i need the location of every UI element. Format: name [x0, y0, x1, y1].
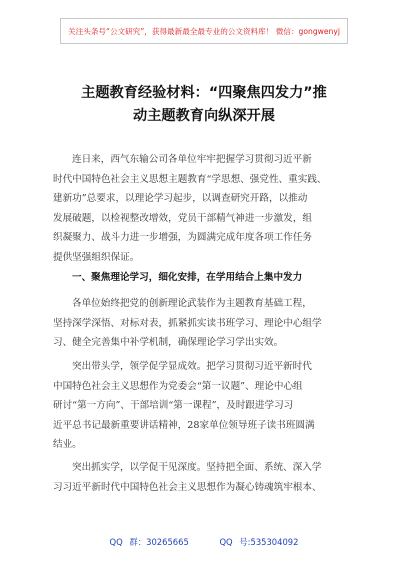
- header-notice-box: [60, 18, 348, 44]
- section1-paragraph-2: [53, 357, 357, 455]
- footer-qq-group: QQ 群：30265665: [109, 537, 189, 547]
- section1-paragraph-3: [53, 458, 357, 497]
- text-line: 坚持深学深悟、对标对表，抓紧抓实读书班学习、理论中心组学: [53, 317, 322, 329]
- document-title: [50, 82, 358, 128]
- text-line: 发展破题，以检视整改增效，党员干部精气神进一步激发，组: [53, 212, 313, 224]
- text-line: 连日来，西气东输公司各单位牢牢把握学习贯彻习近平新: [72, 154, 312, 165]
- section-heading-1: 一、聚焦理论学习，细化安排，在学用结合上集中发力: [72, 272, 303, 283]
- header-notice: 关注头条号“公文研究”，获得最新最全最专业的公文资料库！ 微信：gongwenyj: [68, 26, 340, 36]
- text-line: 研讨“第一方向”、干部培训“第一课程”，及时跟进学习习: [53, 400, 294, 411]
- footer-qq-number: QQ 号:535304092: [219, 537, 299, 547]
- text-line: 提供坚强组织保证。: [53, 251, 140, 263]
- text-line: 突出带头学，领学促学显成效。把学习贯彻习近平新时代: [72, 361, 312, 372]
- text-line: 织凝聚力、战斗力进一步增强，为圆满完成年度各项工作任务: [53, 232, 313, 243]
- text-line: 习、健全完善集中补学机制，确保理论学习学出实效。: [53, 337, 284, 348]
- intro-paragraph: [53, 150, 357, 267]
- section1-paragraph-1: [53, 294, 357, 353]
- text-line: 各单位始终把党的创新理论武装作为主题教育基础工程，: [72, 298, 312, 309]
- text-line: 时代中国特色社会主义思想主题教育“学思想、强党性、重实践、: [53, 173, 327, 185]
- text-line: 结业。: [53, 439, 82, 450]
- text-line: 近平总书记最新重要讲话精神，28家单位领导班子读书班圆满: [53, 419, 315, 431]
- text-line: 中国特色社会主义思想作为党委会“第一议题”、理论中心组: [53, 380, 303, 392]
- title-line-1: 主题教育经验材料：“四聚焦四发力”推: [81, 85, 327, 101]
- text-line: 突出抓实学，以学促干见深度。坚持把全面、系统、深入学: [72, 462, 322, 473]
- text-line: 建新功”总要求，以理论学习起步，以调查研究开路，以推动: [53, 193, 308, 204]
- footer-contact: [0, 536, 408, 548]
- text-line: 习习近平新时代中国特色社会主义思想作为凝心铸魂筑牢根本、: [53, 481, 322, 493]
- title-line-2: 动主题教育向纵深开展: [133, 108, 275, 124]
